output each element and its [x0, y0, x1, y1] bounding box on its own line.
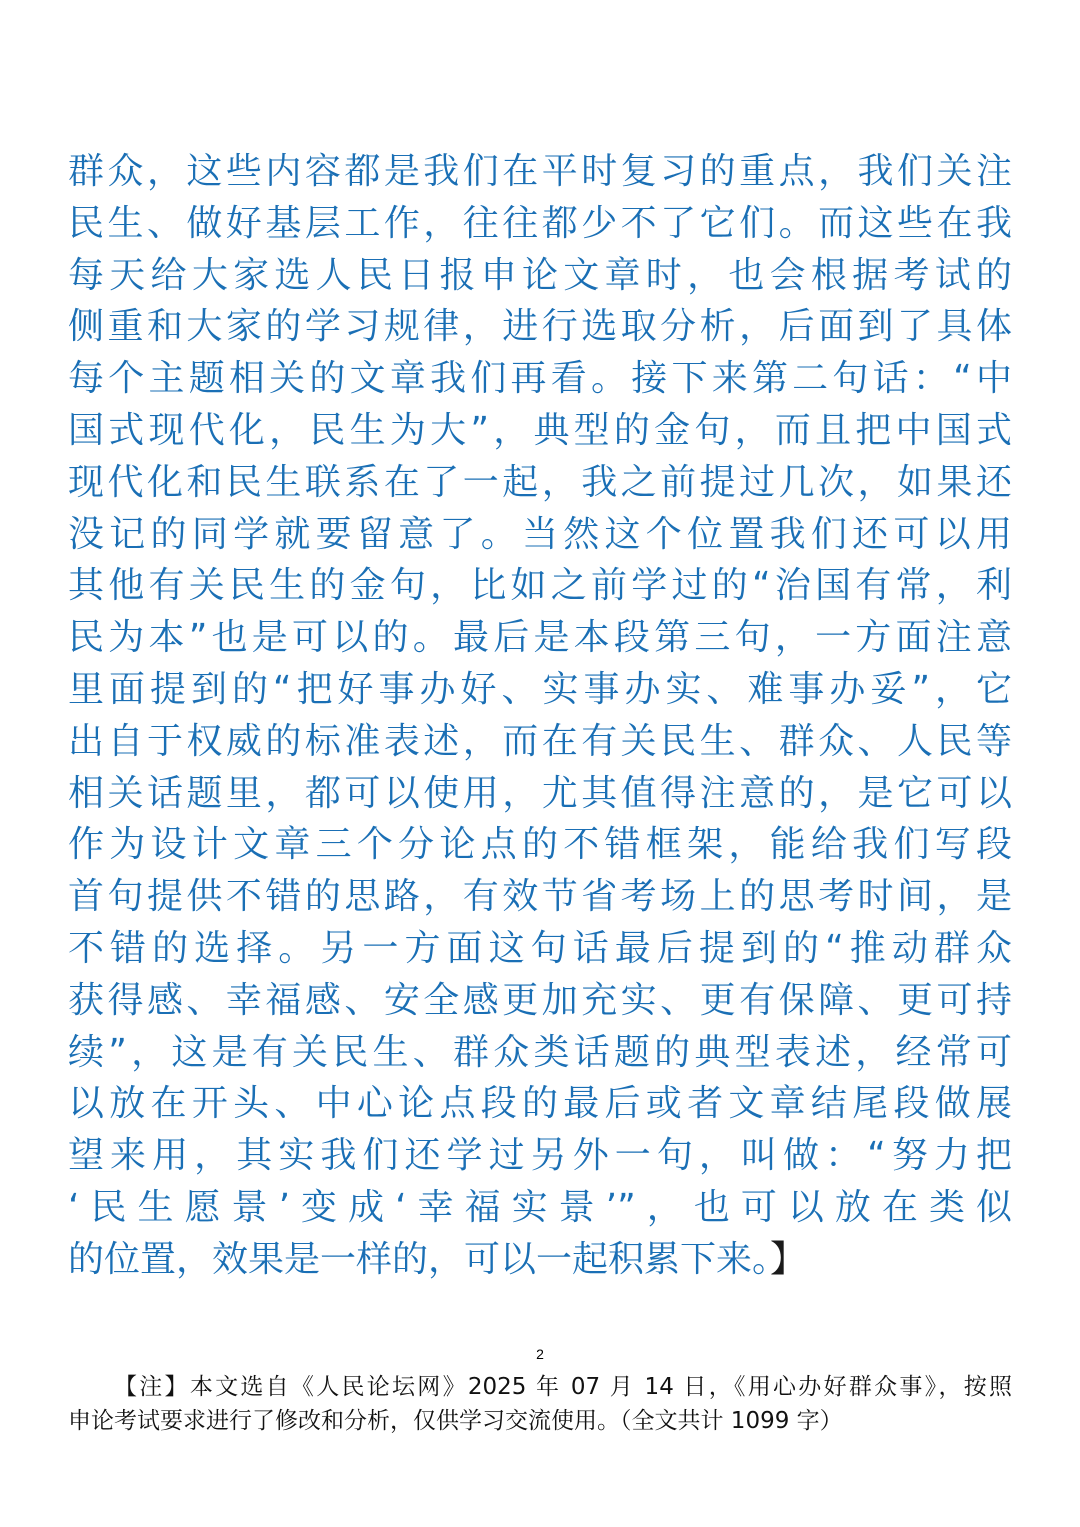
text-line: 首句提供不错的思路，有效节省考场上的思考时间，是: [68, 876, 1012, 918]
text-line: ‘民生愿景’变成‘幸福实景’”，也可以放在类似: [68, 1186, 1012, 1228]
text-line: 国式现代化，民生为大”，典型的金句，而且把中国式: [68, 409, 1012, 451]
text-line: 现代化和民生联系在了一起，我之前提过几次，如果还: [68, 461, 1012, 503]
text-line: 出自于权威的标准表述，而在有关民生、群众、人民等: [68, 720, 1012, 762]
source-note-line-1: 【注】本文选自《人民论坛网》2025 年 07 月 14 日，《用心办好群众事》，按照: [114, 1374, 1012, 1400]
text-line: 获得感、幸福感、安全感更加充实、更有保障、更可持: [68, 979, 1012, 1021]
text-line: 作为设计文章三个分论点的不错框架，能给我们写段: [68, 824, 1012, 866]
text-line: 没记的同学就要留意了。当然这个位置我们还可以用: [68, 513, 1012, 555]
page-number: 2: [536, 1346, 544, 1362]
text-line: 每天给大家选人民日报申论文章时，也会根据考试的: [68, 254, 1012, 296]
text-line: 民为本”也是可以的。最后是本段第三句，一方面注意: [68, 617, 1012, 659]
text-line: 里面提到的“把好事办好、实事办实、难事办妥”，它: [68, 668, 1012, 710]
article-analysis-text: [68, 146, 1012, 1286]
text-line: 其他有关民生的金句，比如之前学过的“治国有常，利: [68, 565, 1012, 607]
text-line: 以放在开头、中心论点段的最后或者文章结尾段做展: [68, 1083, 1012, 1125]
text-line-content: 的位置，效果是一样的，可以一起积累下来。: [68, 1238, 771, 1280]
text-line-last: [68, 1234, 1012, 1286]
source-note: [68, 1370, 1012, 1438]
closing-bracket: 】: [770, 1238, 807, 1280]
text-line: 相关话题里，都可以使用，尤其值得注意的，是它可以: [68, 772, 1012, 814]
text-line: 望来用，其实我们还学过另外一句，叫做：“努力把: [68, 1135, 1012, 1177]
source-note-line-2: 申论考试要求进行了修改和分析，仅供学习交流使用。（全文共计 1099 字）: [68, 1408, 843, 1434]
text-line: 续”，这是有关民生、群众类话题的典型表述，经常可: [68, 1031, 1012, 1073]
text-line: 不错的选择。另一方面这句话最后提到的“推动群众: [68, 927, 1012, 969]
text-line: 每个主题相关的文章我们再看。接下来第二句话：“中: [68, 358, 1012, 400]
text-line: 民生、做好基层工作，往往都少不了它们。而这些在我: [68, 202, 1012, 244]
text-line: 侧重和大家的学习规律，进行选取分析，后面到了具体: [68, 306, 1012, 348]
text-line: 群众，这些内容都是我们在平时复习的重点，我们关注: [68, 151, 1012, 192]
